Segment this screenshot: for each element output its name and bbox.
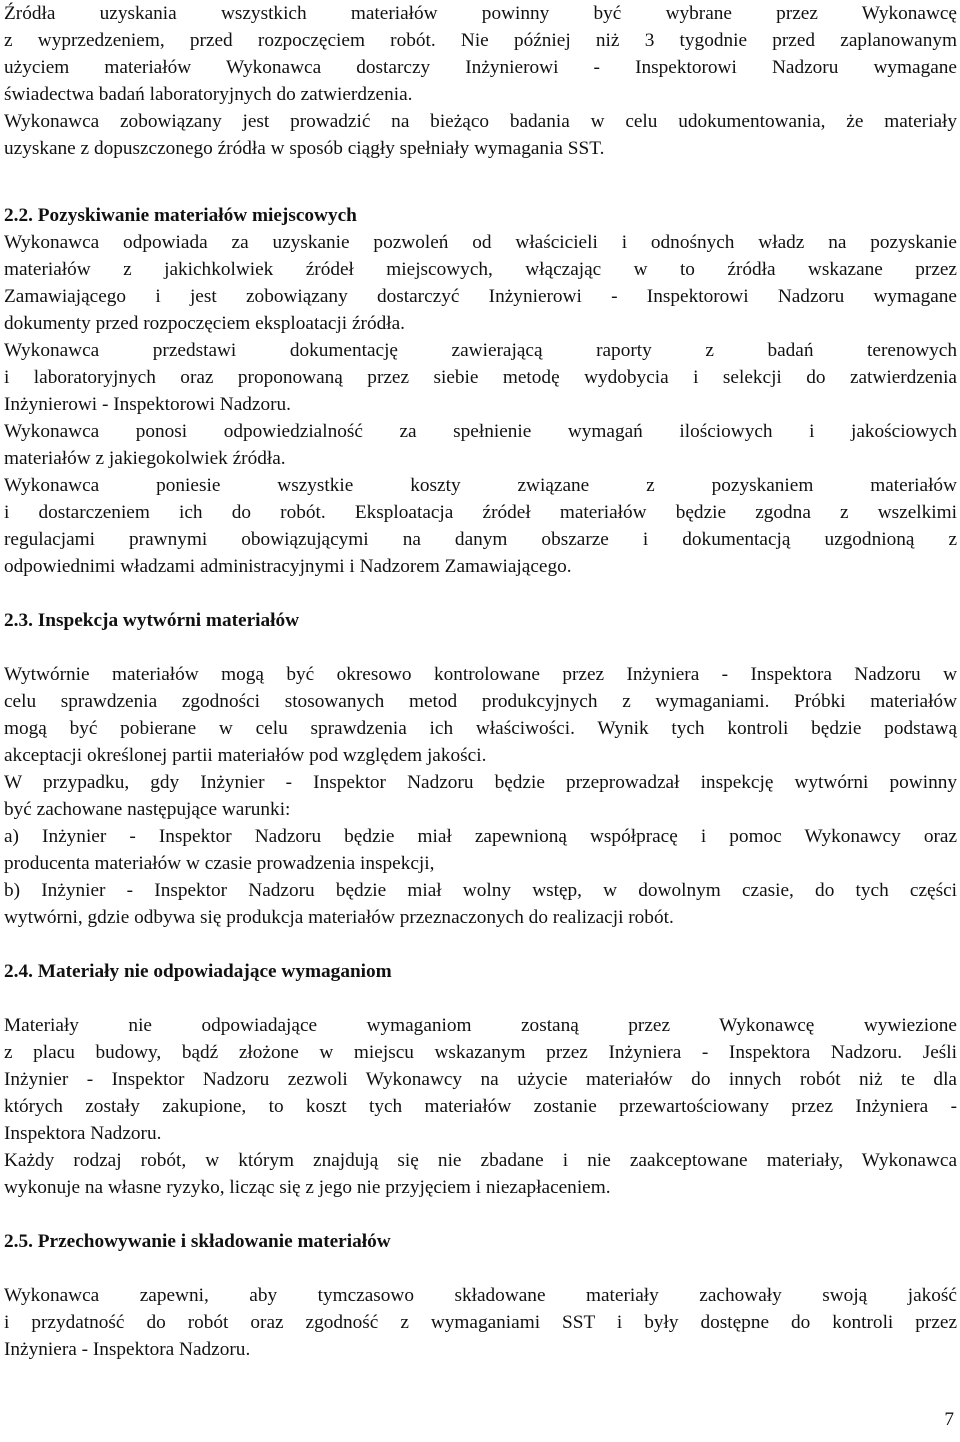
text-line: uzyskane z dopuszczonego źródła w sposób ciągły spełniały wymagania SST. (4, 138, 605, 159)
text-line: Wykonawca odpowiada za uzyskanie pozwoleń od właścicieli i odnośnych władz na pozyskanie (4, 232, 957, 253)
text-line: Inżynierowi - Inspektorowi Nadzoru. (4, 394, 291, 415)
text-line: dokumenty przed rozpoczęciem eksploatacji źródła. (4, 313, 405, 334)
text-line: wykonuje na własne ryzyko, licząc się z jego nie przyjęciem i niezapłaceniem. (4, 1177, 611, 1198)
text-line: a) Inżynier - Inspektor Nadzoru będzie miał zapewnioną współpracę i pomoc Wykonawcy oraz (4, 826, 957, 847)
text-line: i dostarczeniem ich do robót. Eksploatacja źródeł materiałów będzie zgodna z wszelkimi (4, 502, 957, 523)
section-title: Materiały nie odpowiadające wymaganiom (37, 961, 392, 982)
text-line: Wykonawca zapewni, aby tymczasowo składowane materiały zachowały swoją jakość (4, 1285, 957, 1306)
section-title: Inspekcja wytwórni materiałów (37, 610, 300, 631)
text-line: akceptacji określonej partii materiałów pod względem jakości. (4, 745, 487, 766)
text-line: Materiały nie odpowiadające wymaganiom zostaną przez Wykonawcę wywiezione (4, 1015, 957, 1036)
section-2-5 (4, 1228, 957, 1363)
text-line: Wytwórnie materiałów mogą być okresowo kontrolowane przez Inżyniera - Inspektora Nadzoru w (4, 664, 957, 685)
text-line: producenta materiałów w czasie prowadzenia inspekcji, (4, 853, 435, 874)
text-line: Zamawiającego i jest zobowiązany dostarczyć Inżynierowi - Inspektorowi Nadzoru wymagane (4, 286, 957, 307)
text-line: Inżynier - Inspektor Nadzoru zezwoli Wykonawcy na użycie materiałów do innych robót niż te dla (4, 1069, 957, 1090)
document-page (4, 0, 957, 1363)
text-line: materiałów z jakichkolwiek źródeł miejscowych, włączając w to źródła wskazane przez (4, 259, 957, 280)
text-line: Wykonawca ponosi odpowiedzialność za spełnienie wymagań ilościowych i jakościowych (4, 421, 957, 442)
spacer (4, 1255, 957, 1282)
text-line: Każdy rodzaj robót, w którym znajdują się nie zbadane i nie zaakceptowane materiały, Wykonawca (4, 1150, 957, 1171)
text-line: odpowiednimi władzami administracyjnymi i Nadzorem Zamawiającego. (4, 556, 572, 577)
section-number: 2.4. (4, 961, 33, 982)
text-line: świadectwa badań laboratoryjnych do zatwierdzenia. (4, 84, 413, 105)
section-2-3 (4, 607, 957, 931)
spacer (4, 1201, 957, 1228)
text-line: Wykonawca przedstawi dokumentację zawierającą raporty z badań terenowych (4, 340, 957, 361)
text-line: materiałów z jakiegokolwiek źródła. (4, 448, 286, 469)
text-line: i laboratoryjnych oraz proponowaną przez siebie metodę wydobycia i selekcji do zatwierdzenia (4, 367, 957, 388)
section-heading (4, 607, 957, 634)
section-title: Pozyskiwanie materiałów miejscowych (37, 205, 357, 226)
text-line: Źródła uzyskania wszystkich materiałów powinny być wybrane przez Wykonawcę (4, 3, 957, 24)
text-line: mogą być pobierane w celu sprawdzenia ich właściwości. Wynik tych kontroli będzie podstawą (4, 718, 957, 739)
text-line: z placu budowy, bądź złożone w miejscu wskazanym przez Inżyniera - Inspektora Nadzoru. Jeśli (4, 1042, 957, 1063)
text-line: z wyprzedzeniem, przed rozpoczęciem robót. Nie później niż 3 tygodnie przed zaplanowanym (4, 30, 957, 51)
section-number: 2.3. (4, 610, 33, 631)
section-2-4 (4, 958, 957, 1201)
spacer (4, 189, 957, 202)
page-number: 7 (944, 1409, 954, 1430)
section-number: 2.5. (4, 1231, 33, 1252)
intro-paragraph (4, 0, 957, 162)
text-line: b) Inżynier - Inspektor Nadzoru będzie miał wolny wstęp, w dowolnym czasie, do tych części (4, 880, 957, 901)
text-line: Inżyniera - Inspektora Nadzoru. (4, 1339, 251, 1360)
text-line: regulacjami prawnymi obowiązującymi na danym obszarze i dokumentacją uzgodnioną z (4, 529, 957, 550)
section-heading (4, 1228, 957, 1255)
spacer (4, 580, 957, 607)
spacer (4, 162, 957, 189)
text-line: i przydatność do robót oraz zgodność z wymaganiami SST i były dostępne do kontroli przez (4, 1312, 957, 1333)
text-line: Inspektora Nadzoru. (4, 1123, 162, 1144)
section-number: 2.2. (4, 205, 33, 226)
section-heading (4, 202, 957, 229)
text-line: celu sprawdzenia zgodności stosowanych metod produkcyjnych z wymaganiami. Próbki materiałów (4, 691, 957, 712)
text-line: Wykonawca poniesie wszystkie koszty związane z pozyskaniem materiałów (4, 475, 957, 496)
section-2-2 (4, 202, 957, 580)
text-line: których zostały zakupione, to koszt tych materiałów zostanie przewartościowany przez Inżyniera - (4, 1096, 957, 1117)
text-line: wytwórni, gdzie odbywa się produkcja materiałów przeznaczonych do realizacji robót. (4, 907, 674, 928)
spacer (4, 985, 957, 1012)
spacer (4, 931, 957, 958)
text-line: być zachowane następujące warunki: (4, 799, 291, 820)
spacer (4, 634, 957, 661)
section-heading (4, 958, 957, 985)
text-line: W przypadku, gdy Inżynier - Inspektor Nadzoru będzie przeprowadzał inspekcję wytwórni powinny (4, 772, 957, 793)
section-title: Przechowywanie i składowanie materiałów (37, 1231, 391, 1252)
text-line: użyciem materiałów Wykonawca dostarczy Inżynierowi - Inspektorowi Nadzoru wymagane (4, 57, 957, 78)
text-line: Wykonawca zobowiązany jest prowadzić na bieżąco badania w celu udokumentowania, że materiały (4, 111, 957, 132)
